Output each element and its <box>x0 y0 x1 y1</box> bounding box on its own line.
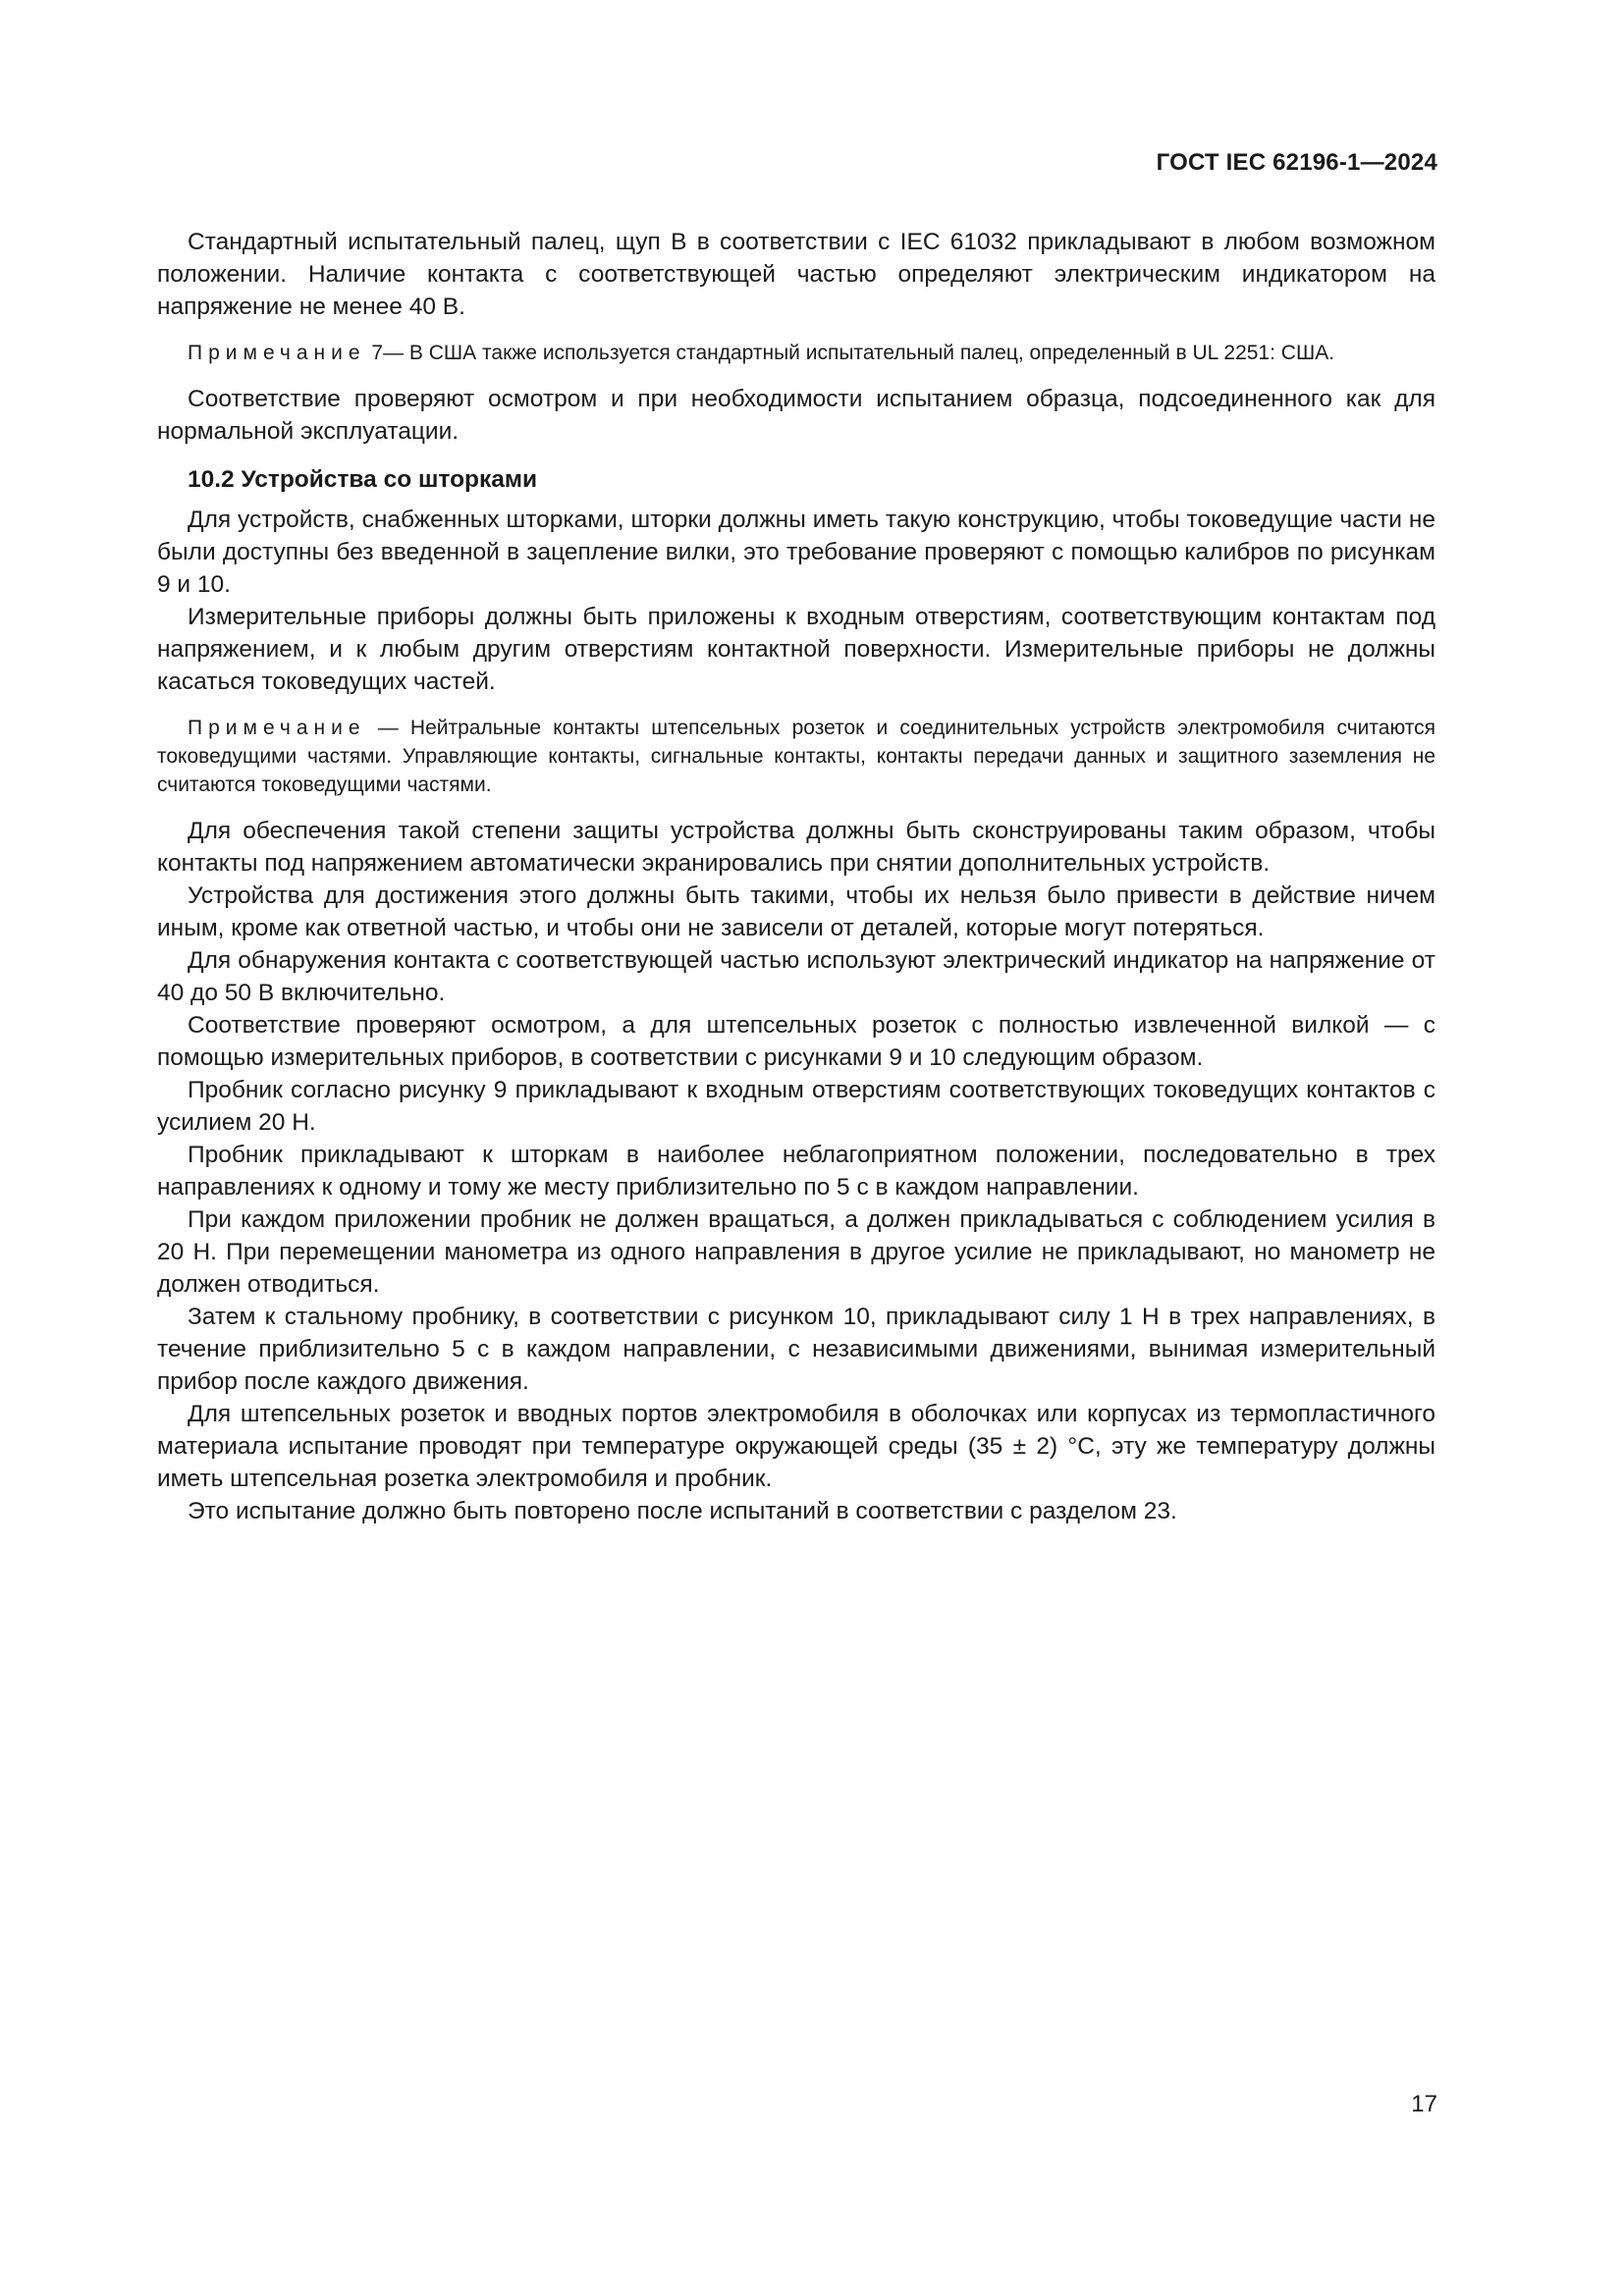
note-7 <box>157 339 1435 367</box>
note-label: Примечание <box>188 342 366 364</box>
paragraph-devices-actuation: Устройства для достижения этого должны быть такими, чтобы их нельзя было привести в действие ничем иным, кроме как ответной частью, и чтобы они не зависели от деталей, которые могут потеряться. <box>157 882 1435 941</box>
note-label: Примечание <box>188 717 366 739</box>
paragraph-probe-figure-9: Пробник согласно рисунку 9 прикладывают к входным отверстиям соответствующих токоведущих контактов с усилием 20 Н. <box>157 1077 1435 1136</box>
note-text: 7— В США также используется стандартный испытательный палец, определенный в UL 2251: США. <box>365 342 1335 364</box>
paragraph-repeat-test: Это испытание должно быть повторено после испытаний в соответствии с разделом 23. <box>188 1498 1177 1524</box>
paragraph-shutters-construction: Для устройств, снабженных шторками, шторки должны иметь такую конструкцию, чтобы токоведущие части не были доступны без введенной в зацепление вилки, это требование проверяют с помощью калибров по рисункам 9 и 10. <box>157 507 1435 598</box>
page-number: 17 <box>1411 2091 1437 2117</box>
paragraph-compliance-inspection: Соответствие проверяют осмотром, а для штепсельных розеток с полностью извлеченной вилкой — с помощью измерительных приборов, в соответствии с рисунками 9 и 10 следующим образом. <box>157 1012 1435 1071</box>
note-text: — Нейтральные контакты штепсельных розеток и соединительных устройств электромобиля считаются токоведущими частями. Управляющие контакты, сигнальные контакты, контакты передачи данных и защитного заземления не считаются токоведущими частями. <box>157 717 1435 796</box>
document-body <box>157 226 1435 1527</box>
paragraph-compliance-check: Соответствие проверяют осмотром и при необходимости испытанием образца, подсоединенного как для нормальной эксплуатации. <box>157 386 1435 445</box>
document-code-header: ГОСТ IEC 62196-1—2024 <box>1156 149 1437 176</box>
section-heading-10-2: 10.2 Устройства со шторками <box>188 466 538 493</box>
paragraph-steel-probe: Затем к стальному пробнику, в соответствии с рисунком 10, прикладывают силу 1 Н в трех направлениях, в течение приблизительно 5 с в каждом направлении, с независимыми движениями, вынимая измерительный прибор после каждого движения. <box>157 1304 1435 1395</box>
paragraph-probe-rotation: При каждом приложении пробник не должен вращаться, а должен прикладываться с соблюдением усилия в 20 Н. При перемещении манометра из одного направления в другое усилие не прикладывают, но манометр не должен отводиться. <box>157 1206 1435 1298</box>
paragraph-probe-directions: Пробник прикладывают к шторкам в наиболее неблагоприятном положении, последовательно в трех направлениях к одному и тому же месту приблизительно по 5 с в каждом направлении. <box>157 1142 1435 1201</box>
note-neutral-contacts <box>157 714 1435 799</box>
paragraph-measuring-instruments: Измерительные приборы должны быть приложены к входным отверстиям, соответствующим контактам под напряжением, и к любым другим отверстиям контактной поверхности. Измерительные приборы не должны касаться токоведущих частей. <box>157 604 1435 695</box>
paragraph-thermoplastic: Для штепсельных розеток и вводных портов электромобиля в оболочках или корпусах из термопластичного материала испытание проводят при температуре окружающей среды (35 ± 2) °С, эту же температуру должны иметь штепсельная розетка электромобиля и пробник. <box>157 1401 1435 1492</box>
paragraph-contact-indicator: Для обнаружения контакта с соответствующей частью используют электрический индикатор на напряжение от 40 до 50 В включительно. <box>157 947 1435 1006</box>
paragraph-protection-degree: Для обеспечения такой степени защиты устройства должны быть сконструированы таким образом, чтобы контакты под напряжением автоматически экранировались при снятии дополнительных устройств. <box>157 818 1435 877</box>
paragraph-test-finger: Стандартный испытательный палец, щуп В в соответствии с IEC 61032 прикладывают в любом возможном положении. Наличие контакта с соответствующей частью определяют электрическим индикатором на напряжение не менее 40 В. <box>157 229 1435 320</box>
